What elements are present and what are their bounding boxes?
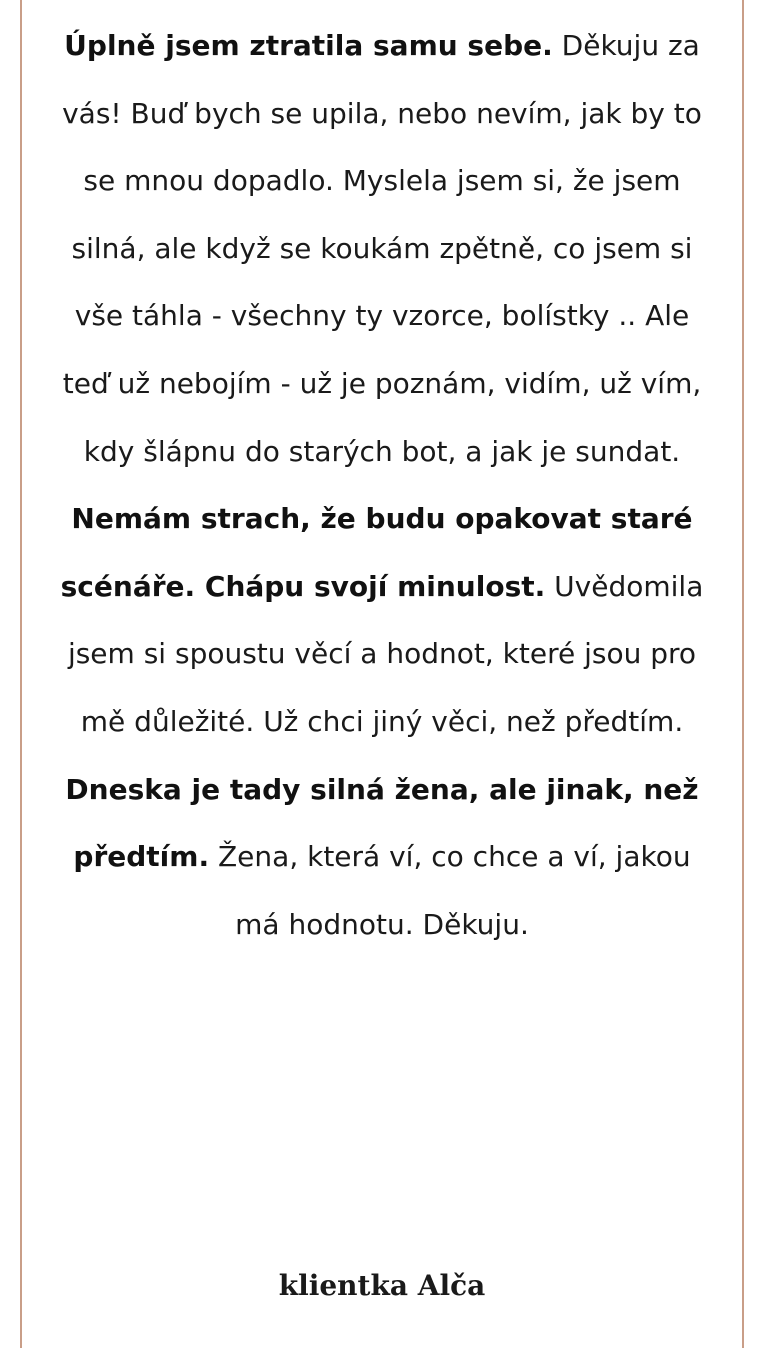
testimonial-highlight-2: Dneska je tady silná žena, ale jinak, než předtím. bbox=[65, 772, 699, 874]
testimonial-part-3: Žena, která ví, co chce a ví, jakou má hodnotu. Děkuju. bbox=[218, 840, 691, 941]
testimonial-highlight-1: Nemám strach, že budu opakovat staré scénáře. Chápu svojí minulost. bbox=[60, 502, 693, 603]
testimonial-text bbox=[22, 12, 742, 958]
testimonial-part-1: Děkuju za vás! Buď bych se upila, nebo nevím, jak by to se mnou dopadlo. Myslela jsem si, že jsem silná, ale když se koukám zpětně, co jsem si vše táhla - všechny ty vzorce, bolístky .. Ale teď už nebojím - už je poznám, vidím, už vím, kdy šlápnu do starých bot, a jak je sundat. bbox=[62, 29, 702, 468]
testimonial-part-2: Uvědomila jsem si spoustu věcí a hodnot, které jsou pro mě důležité. Už chci jiný věci, než předtím. bbox=[67, 569, 704, 738]
client-signature: klientka Alča bbox=[278, 1269, 486, 1302]
testimonial-intro-bold: Úplně jsem ztratila samu sebe. bbox=[64, 29, 553, 62]
testimonial-card bbox=[20, 0, 744, 1348]
